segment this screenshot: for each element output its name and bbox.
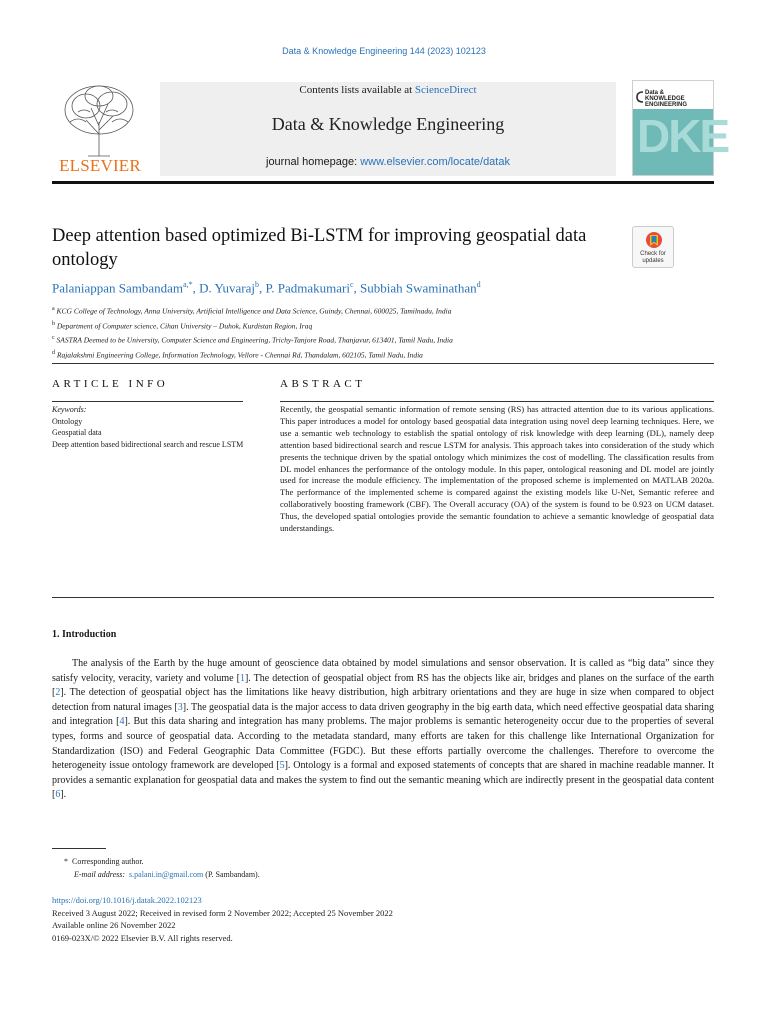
masthead: [52, 80, 729, 176]
body-text: ]. The geospatial data is the major access to data driven geography in the big earth data, which need effective geospatial data sharing and integration [: [52, 701, 714, 728]
introduction-paragraph: [52, 657, 714, 803]
cover-logo-icon: [636, 90, 644, 104]
affiliation-item: [52, 303, 714, 318]
email-note: [64, 868, 260, 881]
citation-link[interactable]: 3: [177, 701, 183, 713]
elsevier-tree-icon: [58, 82, 140, 156]
citation-link[interactable]: 5: [279, 760, 285, 772]
cover-title-line-3: ENGINEERING: [645, 102, 688, 108]
abstract-bottom-rule: [52, 597, 714, 598]
keyword-item: Ontology: [52, 416, 83, 426]
homepage-link[interactable]: www.elsevier.com/locate/datak: [360, 156, 510, 168]
journal-reference[interactable]: Data & Knowledge Engineering 144 (2023) 102123: [282, 46, 486, 56]
doi-link[interactable]: https://doi.org/10.1016/j.datak.2022.102123: [52, 895, 202, 905]
abstract-heading: ABSTRACT: [280, 378, 366, 390]
crossmark-line-2: updates: [642, 258, 664, 264]
cover-dke-letters: DKE: [637, 110, 729, 162]
keyword-item: Deep attention based bidirectional search and rescue LSTM: [52, 439, 244, 449]
affiliation-item: [52, 318, 714, 333]
elsevier-logo[interactable]: [52, 80, 148, 176]
affiliation-text: Department of Computer science, Cihan University – Duhok, Kurdistan Region, Iraq: [56, 321, 313, 330]
affiliation-text: SASTRA Deemed to be University, Computer Science and Engineering, Trichy-Tanjore Road, Thanjavur, 613401, Tamil Nadu, India: [56, 335, 453, 345]
received-dates: Received 3 August 2022; Received in revised form 2 November 2022; Accepted 25 November 2022: [52, 907, 393, 918]
cover-title-line-1: Data &: [645, 90, 665, 96]
crossmark-line-1: Check for: [640, 251, 666, 257]
journal-banner: [160, 82, 616, 176]
crossmark-icon: [645, 231, 663, 250]
citation-link[interactable]: 4: [119, 716, 125, 728]
footnotes: [64, 855, 260, 881]
article-info-heading: ARTICLE INFO: [52, 378, 169, 390]
corresponding-author-note: [64, 855, 260, 868]
footnote-mark: *: [64, 857, 68, 866]
article-info-rule: [52, 401, 243, 402]
affiliation-text: Rajalakshmi Engineering College, Information Technology, Vellore - Chennai Rd, Thandalam, 602105, Tamil Nadu, India: [56, 350, 423, 359]
affiliation-mark: c: [52, 335, 55, 341]
abstract-text: Recently, the geospatial semantic information of remote sensing (RS) has attracted attention due to its various applications. This paper introduces a model for ontology based geospatial data integration using novel deep learning techniques. Here, we use a semantic web technology to establish the spatial ontology of risk knowledge with deep learning (DL), namely deep attention based bidirectional search and rescue LSTM for analysis. This approach takes into consideration of the study which presents the technique driven by the spatial ontology which minimizes the cost of modelling. The classification results from DL model enhances the performance of the ontology module. In this paper, ontological reasoning and DL model are jointly used for increase the module efficiency. The implementation of the proposed scheme is implemented on MATLAB 2020a. The performance of the implemented scheme is compared against the existing models like U-Net, Semantic referee and collaboratively boosting framework (CBF). The Overall accuracy (OA) of the system is found to be 0.923 on UCM dataset. Thus, the developed spatial ontologies provide the semantic foundation to achieve a semantic knowledge of geospatial data understandings.: [280, 404, 714, 534]
homepage-prefix: journal homepage:: [266, 156, 361, 168]
affiliation-text: KCG College of Technology, Anna University, Artificial Intelligence and Data Science, Guindy, Chennai, 600025, Tamilnadu, India: [56, 306, 452, 316]
author-separator: ,: [192, 280, 200, 296]
abstract-rule: [280, 401, 714, 402]
body-text: ]. But this data sharing and integration has many problems. The major problems is semantic heterogeneity occur due to the properties of several types, forms and source of geospatial data. According to the metadata standard, many efforts are taken for this challenge like International Organization for Standardization (ISO) and Federal Geographic Data Committee (FGDC). But these efforts partially overcome the challenges. Therefore to overcome the heterogeneity issue ontology framework are developed [: [52, 716, 715, 772]
affiliation-mark: b: [52, 320, 55, 327]
citation-link[interactable]: 2: [55, 687, 61, 699]
author-link[interactable]: D. Yuvaraj: [199, 280, 255, 296]
cover-title: [645, 90, 687, 108]
section-heading-introduction: 1. Introduction: [52, 629, 117, 640]
publication-info: [52, 894, 393, 944]
body-text: ]. The detection of geospatial object from RS has the objects like air, bridges and planes on the surface of the earth [: [52, 672, 714, 699]
author-affil-mark[interactable]: b: [254, 280, 259, 289]
body-text: ]. The detection of geospatial object has the limitations like heavy distribution, high arbitrary orientations and they are huge in size when compared to object detection from natural images [: [52, 687, 714, 713]
copyright: 0169-023X/© 2022 Elsevier B.V. All rights reserved.: [52, 932, 233, 943]
author-link[interactable]: Palaniappan Sambandam: [52, 280, 184, 296]
email-suffix: (P. Sambandam).: [205, 870, 260, 879]
available-online: Available online 26 November 2022: [52, 920, 176, 930]
crossmark-label: [633, 251, 673, 265]
corresponding-text: Corresponding author.: [72, 857, 144, 866]
journal-cover[interactable]: [632, 80, 729, 176]
author-separator: ,: [258, 280, 266, 296]
body-text: ]. Ontology is a formal and exposed statements of concepts that are shared in machine readable manner. It provides a semantic explanation for geospatial data and makes the system to find out the semantic meaning which are indirectly present in the geospatial data content [: [52, 760, 714, 801]
affiliation-item: [52, 347, 714, 362]
masthead-rule: [52, 181, 714, 184]
contents-prefix: Contents lists available at: [299, 84, 415, 96]
journal-name: Data & Knowledge Engineering: [271, 114, 505, 134]
cover-title-line-2: KNOWLEDGE: [645, 96, 685, 102]
header-divider: [52, 363, 714, 364]
author-link[interactable]: P. Padmakumari: [265, 280, 350, 296]
author-affil-mark[interactable]: c: [349, 280, 354, 289]
homepage-line: [160, 156, 616, 168]
body-text: The analysis of the Earth by the huge amount of geoscience data obtained by model simulations and sensor observation. It is called as “big data” since they satisfy velocity, veracity, variety and volume [: [52, 658, 714, 684]
affiliation-mark: d: [52, 349, 55, 356]
email-label: E-mail address:: [74, 870, 126, 879]
affiliation-mark: a: [52, 306, 55, 312]
affiliation-item: [52, 332, 714, 347]
keyword-item: Geospatial data: [52, 428, 102, 437]
contents-line: [160, 84, 616, 96]
author-list: [52, 280, 481, 296]
check-for-updates-badge[interactable]: [632, 226, 674, 268]
affiliations: [52, 303, 714, 361]
author-separator: ,: [353, 280, 361, 296]
article-title: Deep attention based optimized Bi-LSTM for improving geospatial data ontology: [52, 226, 587, 270]
sciencedirect-link[interactable]: ScienceDirect: [414, 84, 477, 96]
author-affil-mark[interactable]: d: [476, 280, 481, 289]
author-link[interactable]: Subbiah Swaminathan: [360, 280, 477, 296]
author-affil-mark[interactable]: a,*: [183, 280, 193, 289]
citation-link[interactable]: 6: [55, 789, 61, 801]
body-text: ].: [60, 789, 67, 801]
keywords-label: Keywords:: [52, 405, 87, 414]
elsevier-wordmark: ELSEVIER: [59, 156, 141, 175]
email-link[interactable]: s.palani.in@gmail.com: [129, 870, 204, 879]
footnote-rule: [52, 848, 106, 849]
keywords-block: [52, 404, 252, 450]
citation-link[interactable]: 1: [239, 672, 245, 684]
